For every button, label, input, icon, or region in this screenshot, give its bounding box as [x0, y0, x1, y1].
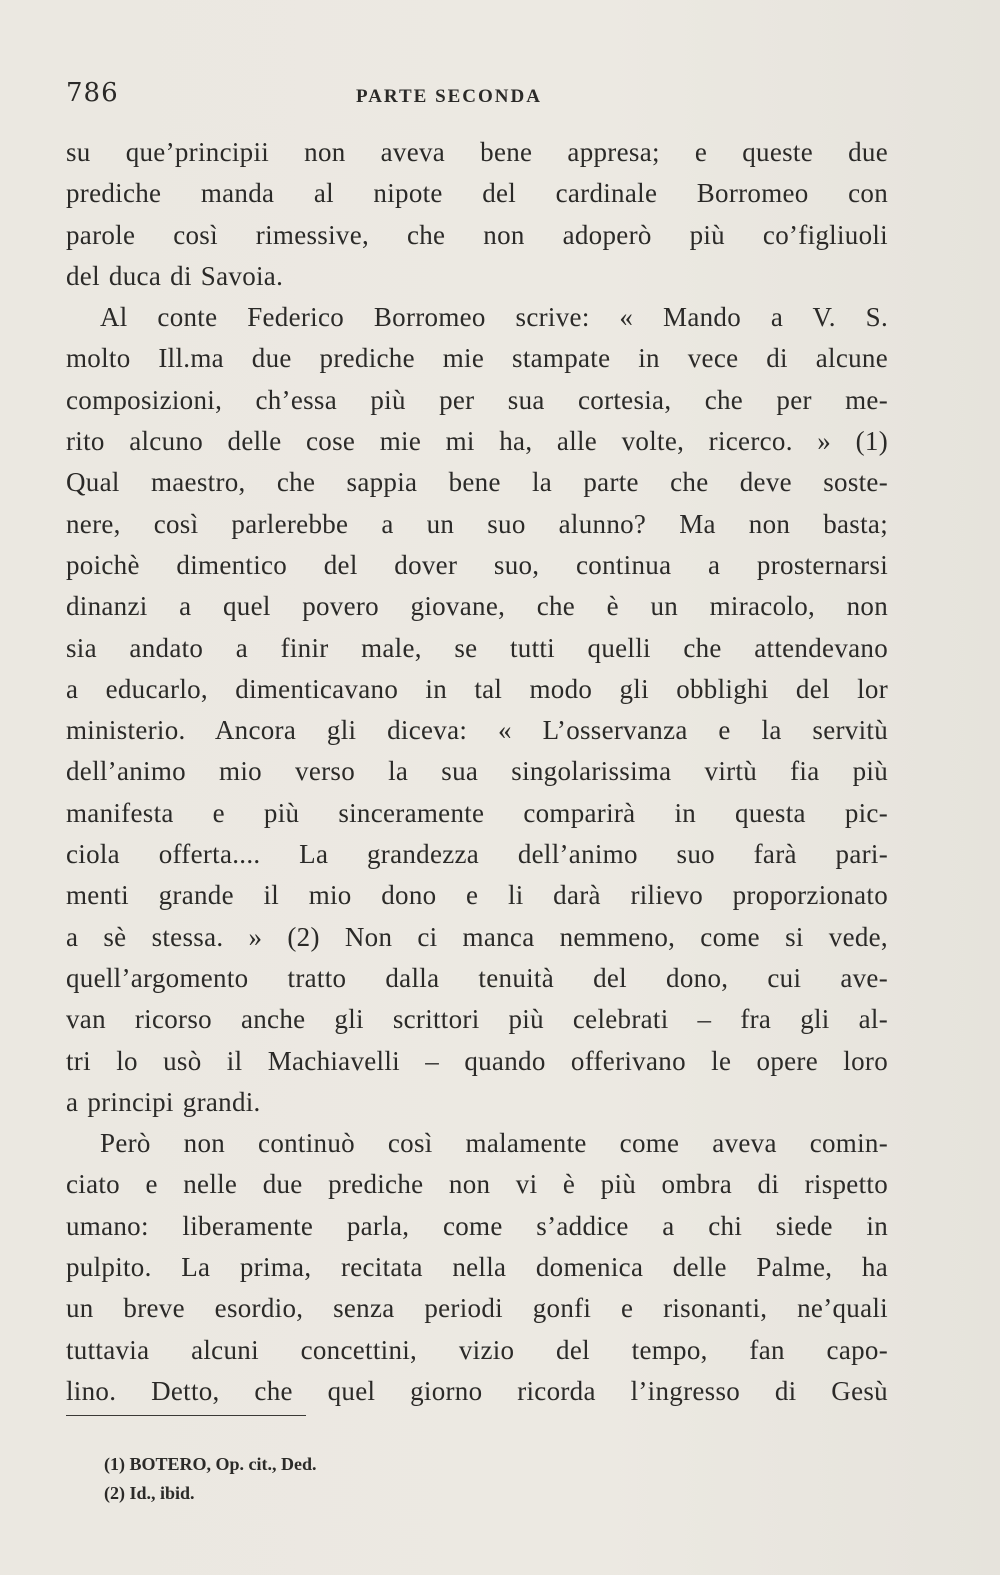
footnote-1: (1) BOTERO, Op. cit., Ded. [104, 1454, 317, 1474]
text-line: nere, così parlerebbe a un suo alunno? Ma non basta; [66, 508, 888, 539]
text-line: prediche manda al nipote del cardinale Borromeo con [66, 178, 888, 209]
text-line: tri lo usò il Machiavelli – quando offerivano le opere loro [66, 1045, 888, 1076]
text-line: ministerio. Ancora gli diceva: « L’osservanza e la servitù [66, 715, 888, 746]
text-line: Però non continuò così malamente come aveva comin- [100, 1128, 888, 1159]
text-line: umano: liberamente parla, come s’addice a chi siede in [66, 1210, 888, 1241]
page-number: 786 [66, 78, 119, 108]
text-line: lino. Detto, che quel giorno ricorda l’ingresso di Gesù [66, 1375, 888, 1406]
text-line: parole così rimessive, che non adoperò più co’figliuoli [66, 219, 888, 250]
text-line: dinanzi a quel povero giovane, che è un miracolo, non [66, 591, 888, 622]
running-head [66, 78, 896, 118]
text-line: ciato e nelle due prediche non vi è più ombra di rispetto [66, 1169, 888, 1200]
text-line: Qual maestro, che sappia bene la parte che deve soste- [66, 467, 888, 498]
text-line: quell’argomento tratto dalla tenuità del dono, cui ave- [66, 962, 888, 993]
text-line: a principi grandi. [66, 1086, 261, 1117]
text-line: sia andato a finir male, se tutti quelli che attendevano [66, 632, 888, 663]
text-line: composizioni, ch’essa più per sua cortesia, che per me- [66, 384, 888, 415]
text-line: manifesta e più sinceramente comparirà in questa pic- [66, 797, 888, 828]
text-line: tuttavia alcuni concettini, vizio del tempo, fan capo- [66, 1334, 888, 1365]
text-line: menti grande il mio dono e li darà rilievo proporzionato [66, 880, 888, 911]
text-line: un breve esordio, senza periodi gonfi e risonanti, ne’quali [66, 1293, 888, 1324]
text-line: su que’principii non aveva bene appresa; e queste due [66, 137, 888, 167]
footnote-divider [66, 1415, 306, 1416]
text-line: dell’animo mio verso la sua singolarissima virtù fia più [66, 756, 888, 787]
text-line: a educarlo, dimenticavano in tal modo gli obblighi del lor [66, 673, 888, 704]
text-line: del duca di Savoia. [66, 260, 284, 291]
text-line: pulpito. La prima, recitata nella domenica delle Palme, ha [66, 1252, 888, 1283]
footnotes [104, 1450, 604, 1508]
text-line: a sè stessa. » (2) Non ci manca nemmeno, come si vede, [66, 921, 888, 952]
text-line: Al conte Federico Borromeo scrive: « Mando a V. S. [100, 302, 888, 333]
text-line: molto Ill.ma due prediche mie stampate in vece di alcune [66, 343, 888, 374]
text-line: poichè dimentico del dover suo, continua a prosternarsi [66, 549, 888, 580]
text-line: rito alcuno delle cose mie mi ha, alle volte, ricerco. » (1) [66, 426, 888, 457]
footnote-2: (2) Id., ibid. [104, 1483, 195, 1503]
text-line: ciola offerta.... La grandezza dell’animo suo farà pari- [66, 839, 888, 870]
running-title: PARTE SECONDA [356, 86, 542, 107]
text-line: van ricorso anche gli scrittori più celebrati – fra gli al- [66, 1004, 888, 1035]
body-text [66, 132, 888, 1412]
